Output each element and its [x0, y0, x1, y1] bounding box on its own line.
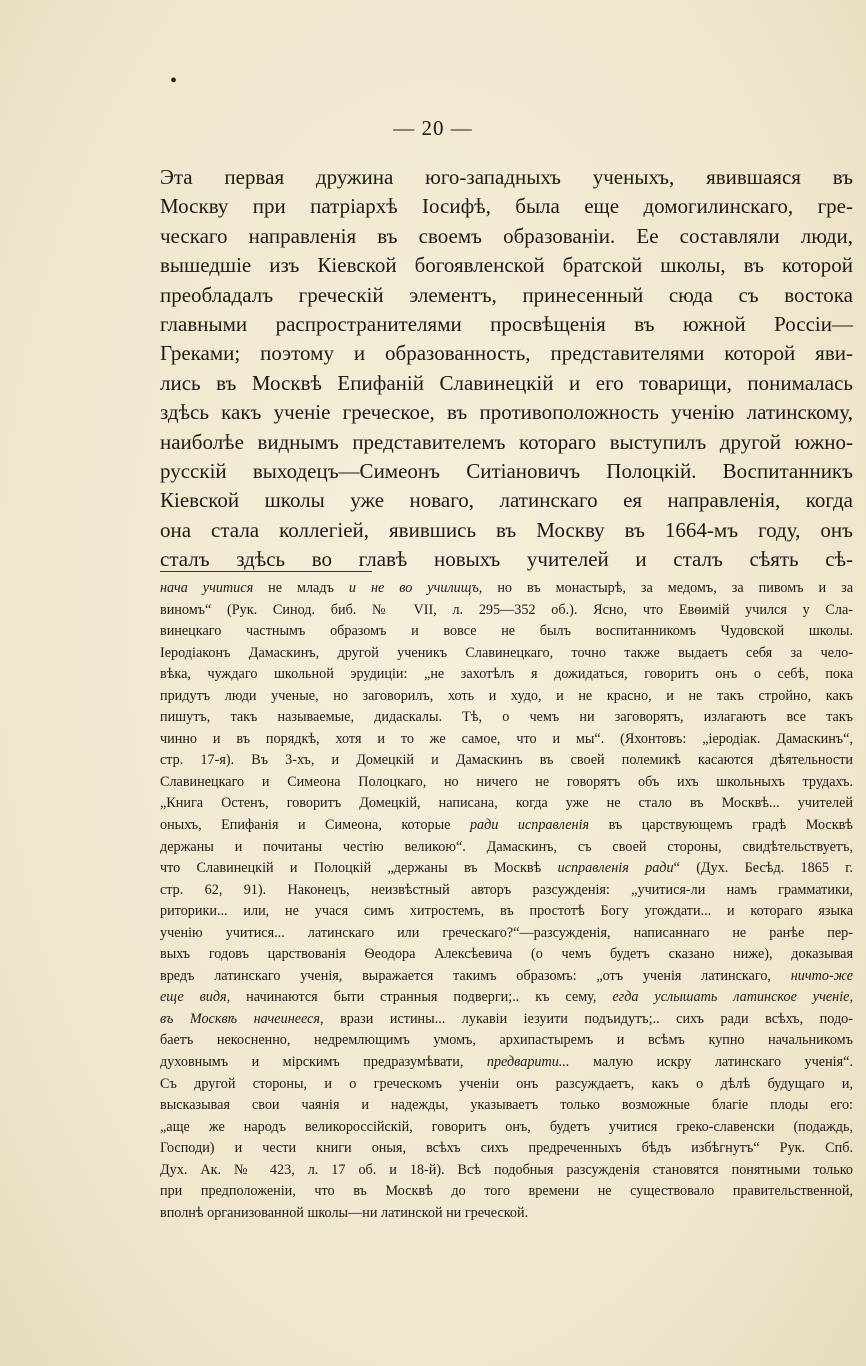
footnote-line: стр. 17-я). Въ 3-хъ, и Домецкій и Дамаскинъ въ своей полемикѣ касаются дѣятельности	[160, 752, 853, 769]
footnote-italic: предварити...	[486, 1054, 570, 1071]
main-text-line: Кіевской школы уже новаго, латинскаго ея направленія, когда	[160, 488, 853, 513]
footnote-line	[160, 1052, 853, 1074]
main-text-line: преобладалъ греческій элементъ, принесенный сюда съ востока	[160, 282, 853, 307]
footnote-line: винецкаго частнымъ образомъ и вовсе не былъ воспитанникомъ Чудовской школы.	[160, 623, 853, 640]
page-number: — 20 —	[393, 116, 473, 140]
footnote-line: Славинецкаго и Симеона Полоцкаго, но ничего не говорятъ объ ихъ школьныхъ трудахъ.	[160, 773, 853, 790]
stray-mark: •	[170, 70, 178, 92]
footnote-line: держаны и почитаны честію великою“. Дамаскинъ, съ своей стороны, свидѣтельствуетъ,	[160, 838, 853, 855]
footnote-text: оныхъ, Епифанія и Симеона, которые	[160, 817, 470, 834]
footnote-line: Съ другой стороны, и о греческомъ ученіи онъ разсуждаетъ, какъ о дѣлѣ будущаго и,	[160, 1075, 853, 1092]
main-text-line: Москву при патріархѣ Іосифѣ, была еще домогилинскаго, гре-	[160, 194, 853, 219]
footnote-text: малую искру латинскаго ученія“.	[569, 1054, 853, 1071]
footnote-line: вѣка, чуждаго школьной эрудиціи: „не захотѣлъ я дожидаться, говоритъ онъ о себѣ, пока	[160, 666, 853, 683]
main-text-line: она стала коллегіей, явившись въ Москву въ 1664-мъ году, онъ	[160, 517, 853, 542]
footnote-line: „аще же народъ великороссійскій, говоритъ онъ, будетъ учитися греко-славенски (подаждь,	[160, 1118, 853, 1135]
footnote-line: высказывая свои чаянія и надежды, указываетъ только возможные благіе плоды его:	[160, 1097, 853, 1114]
main-text-line: ческаго направленія въ своемъ образованіи. Ее составляли люди,	[160, 223, 853, 248]
footnote-text: начинаются быти странныя подверги;.. къ сему,	[230, 989, 613, 1006]
footnote-italic: егда услышать латинское ученіе,	[612, 989, 853, 1006]
main-text-line: сталъ здѣсь во главѣ новыхъ учителей и сталъ сѣять сѣ-	[160, 547, 853, 572]
footnote-text: врази истины... лукавіи іезуити подъидутъ;.. сихъ ради всѣхъ, подо-	[323, 1010, 853, 1027]
main-text-line: вышедшіе изъ Кіевской богоявленской братской школы, въ которой	[160, 253, 853, 278]
main-text	[160, 163, 853, 575]
footnote-line: Господи) и чести книги оныя, всѣхъ сихъ предреченныхъ бѣдъ избѣгнутъ“ Рук. Спб.	[160, 1140, 853, 1157]
footnote-line: риторики... или, не учася симъ хитростемъ, въ простотѣ Богу угождати... и котораго языка	[160, 903, 853, 920]
footnote-text: но въ монастырѣ, за медомъ, за пивомъ и за	[482, 580, 853, 596]
footnote-italic: нача учитися	[160, 580, 254, 596]
footnote-line: Іеродіаконъ Дамаскинъ, другой ученикъ Славинецкаго, точно также выдаетъ себя за чело-	[160, 644, 853, 661]
footnote-text: “ (Дух. Бесѣд. 1865 г.	[673, 860, 854, 877]
footnote-text: въ царствующемъ градѣ Москвѣ	[589, 817, 853, 834]
footnote-line: „Книга Остенъ, говоритъ Домецкій, написана, когда уже не стало въ Москвѣ... учителей	[160, 795, 853, 812]
main-text-line: Эта первая дружина юго-западныхъ ученыхъ, явившаяся въ	[160, 165, 853, 189]
footnote	[160, 578, 853, 1224]
footnote-line	[160, 815, 853, 837]
footnote-divider	[160, 571, 372, 572]
footnote-text: что Славинецкій и Полоцкій „держаны въ Москвѣ	[160, 860, 558, 877]
footnote-italic: еще видя,	[160, 989, 231, 1006]
footnote-line	[160, 966, 853, 988]
footnote-italic: въ Москвѣ начеинееся,	[160, 1010, 324, 1027]
footnote-italic: и не во училищъ,	[348, 580, 483, 596]
footnote-line: при предположеніи, что въ Москвѣ до того времени не существовало правительственной,	[160, 1183, 853, 1200]
footnote-line: пишутъ, такъ называемые, дидаскалы. Тѣ, о чемъ ни заговорятъ, излагаютъ все такъ	[160, 709, 853, 726]
footnote-line: ученію учитися... латинскаго или греческаго?“—разсужденія, написаннаго не ранѣе пер-	[160, 924, 853, 941]
footnote-line	[160, 858, 853, 880]
footnote-line: вполнѣ организованной школы—ни латинской ни греческой.	[160, 1204, 529, 1221]
footnote-line: баетъ некосненно, недремлющимъ умомъ, архипастыремъ и всѣмъ купно начальникомъ	[160, 1032, 853, 1049]
main-text-line: наиболѣе виднымъ представителемъ котораго выступилъ другой южно-	[160, 429, 853, 454]
footnote-line: Дух. Ак. № 423, л. 17 об. и 18-й). Всѣ подобныя разсужденія становятся понятными только	[160, 1161, 853, 1178]
main-text-line: Греками; поэтому и образованность, представителями которой яви-	[160, 341, 853, 366]
footnote-line	[160, 987, 853, 1009]
footnote-line: придутъ люди ученые, но заговорилъ, хоть и худо, и не красно, и не такъ стройно, какъ	[160, 687, 853, 704]
main-text-line: лись въ Москвѣ Епифаній Славинецкій и его товарищи, понималась	[160, 370, 853, 395]
footnote-line	[160, 1009, 853, 1031]
footnote-line: чинно и въ порядкѣ, хотя и то же самое, что и мы“. (Яхонтовъ: „іеродіак. Дамаскинъ“,	[160, 730, 853, 747]
main-text-line: русскій выходецъ—Симеонъ Ситіановичъ Полоцкій. Воспитанникъ	[160, 459, 853, 484]
footnote-line	[160, 578, 853, 600]
footnote-line: выхъ годовъ царствованія Ѳеодора Алексѣевича (о чемъ будетъ сказано ниже), доказывая	[160, 946, 853, 963]
footnote-text: духовнымъ и мірскимъ предразумѣвати,	[160, 1054, 487, 1071]
footnote-italic: исправленія ради	[557, 860, 674, 877]
footnote-text: вредъ латинскаго ученія, выражается такимъ образомъ: „отъ ученія латинскаго,	[160, 967, 791, 984]
footnote-text: не младъ	[253, 580, 349, 596]
main-text-line: главными распространителями просвѣщенія въ южной Россіи—	[160, 312, 853, 337]
footnote-italic: ради исправленія	[469, 817, 590, 834]
main-text-line: здѣсь какъ ученіе греческое, въ противоположность ученію латинскому,	[160, 400, 853, 425]
footnote-line: стр. 62, 91). Наконецъ, неизвѣстный авторъ разсужденія: „учитися-ли намъ грамматики,	[160, 881, 853, 898]
footnote-italic: ничто-же	[790, 967, 853, 984]
footnote-line: виномъ“ (Рук. Синод. биб. № VII, л. 295—352 об.). Ясно, что Евѳимій учился у Сла-	[160, 601, 853, 618]
